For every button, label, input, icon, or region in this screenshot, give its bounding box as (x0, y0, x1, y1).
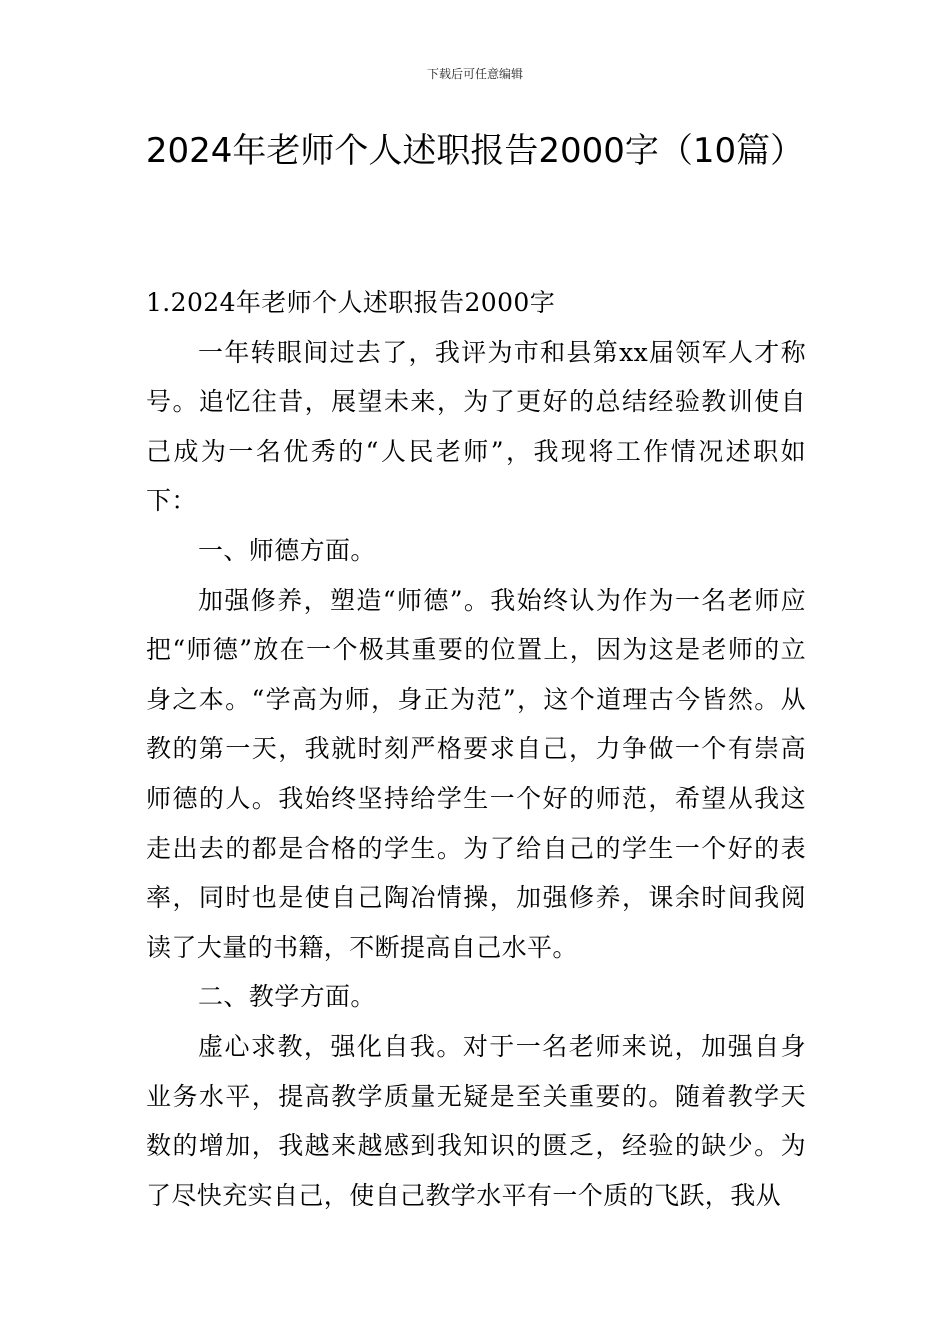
section-heading-1: 1.2024年老师个人述职报告2000字 (146, 288, 556, 317)
paragraph-intro: 一年转眼间过去了，我评为市和县第xx届领军人才称号。追忆往昔，展望未来，为了更好的总结经验教训使自己成为一名优秀的“人民老师”，我现将工作情况述职如下： (146, 337, 806, 516)
document-title: 2024年老师个人述职报告2000字（10篇） (145, 131, 805, 171)
subheading-teaching: 二、教学方面。 (198, 982, 376, 1012)
paragraph-ethics: 加强修养，塑造“师德”。我始终认为作为一名老师应把“师德”放在一个极其重要的位置上，因为这是老师的立身之本。“学高为师，身正为范”，这个道理古今皆然。从教的第一天，我就时刻严格要求自己，力争做一个有崇高师德的人。我始终坚持给学生一个好的师范，希望从我这走出去的都是合格的学生。为了给自己的学生一个好的表率，同时也是使自己陶冶情操，加强修养，课余时间我阅读了大量的书籍，不断提高自己水平。 (146, 585, 806, 962)
document-body (146, 278, 806, 1220)
paragraph-teaching: 虚心求教，强化自我。对于一名老师来说，加强自身业务水平，提高教学质量无疑是至关重要的。随着教学天数的增加，我越来越感到我知识的匮乏，经验的缺少。为了尽快充实自己，使自己教学水平有一个质的飞跃，我从 (146, 1031, 806, 1210)
header-note: 下载后可任意编辑 (426, 67, 523, 81)
subheading-ethics: 一、师德方面。 (198, 535, 376, 565)
